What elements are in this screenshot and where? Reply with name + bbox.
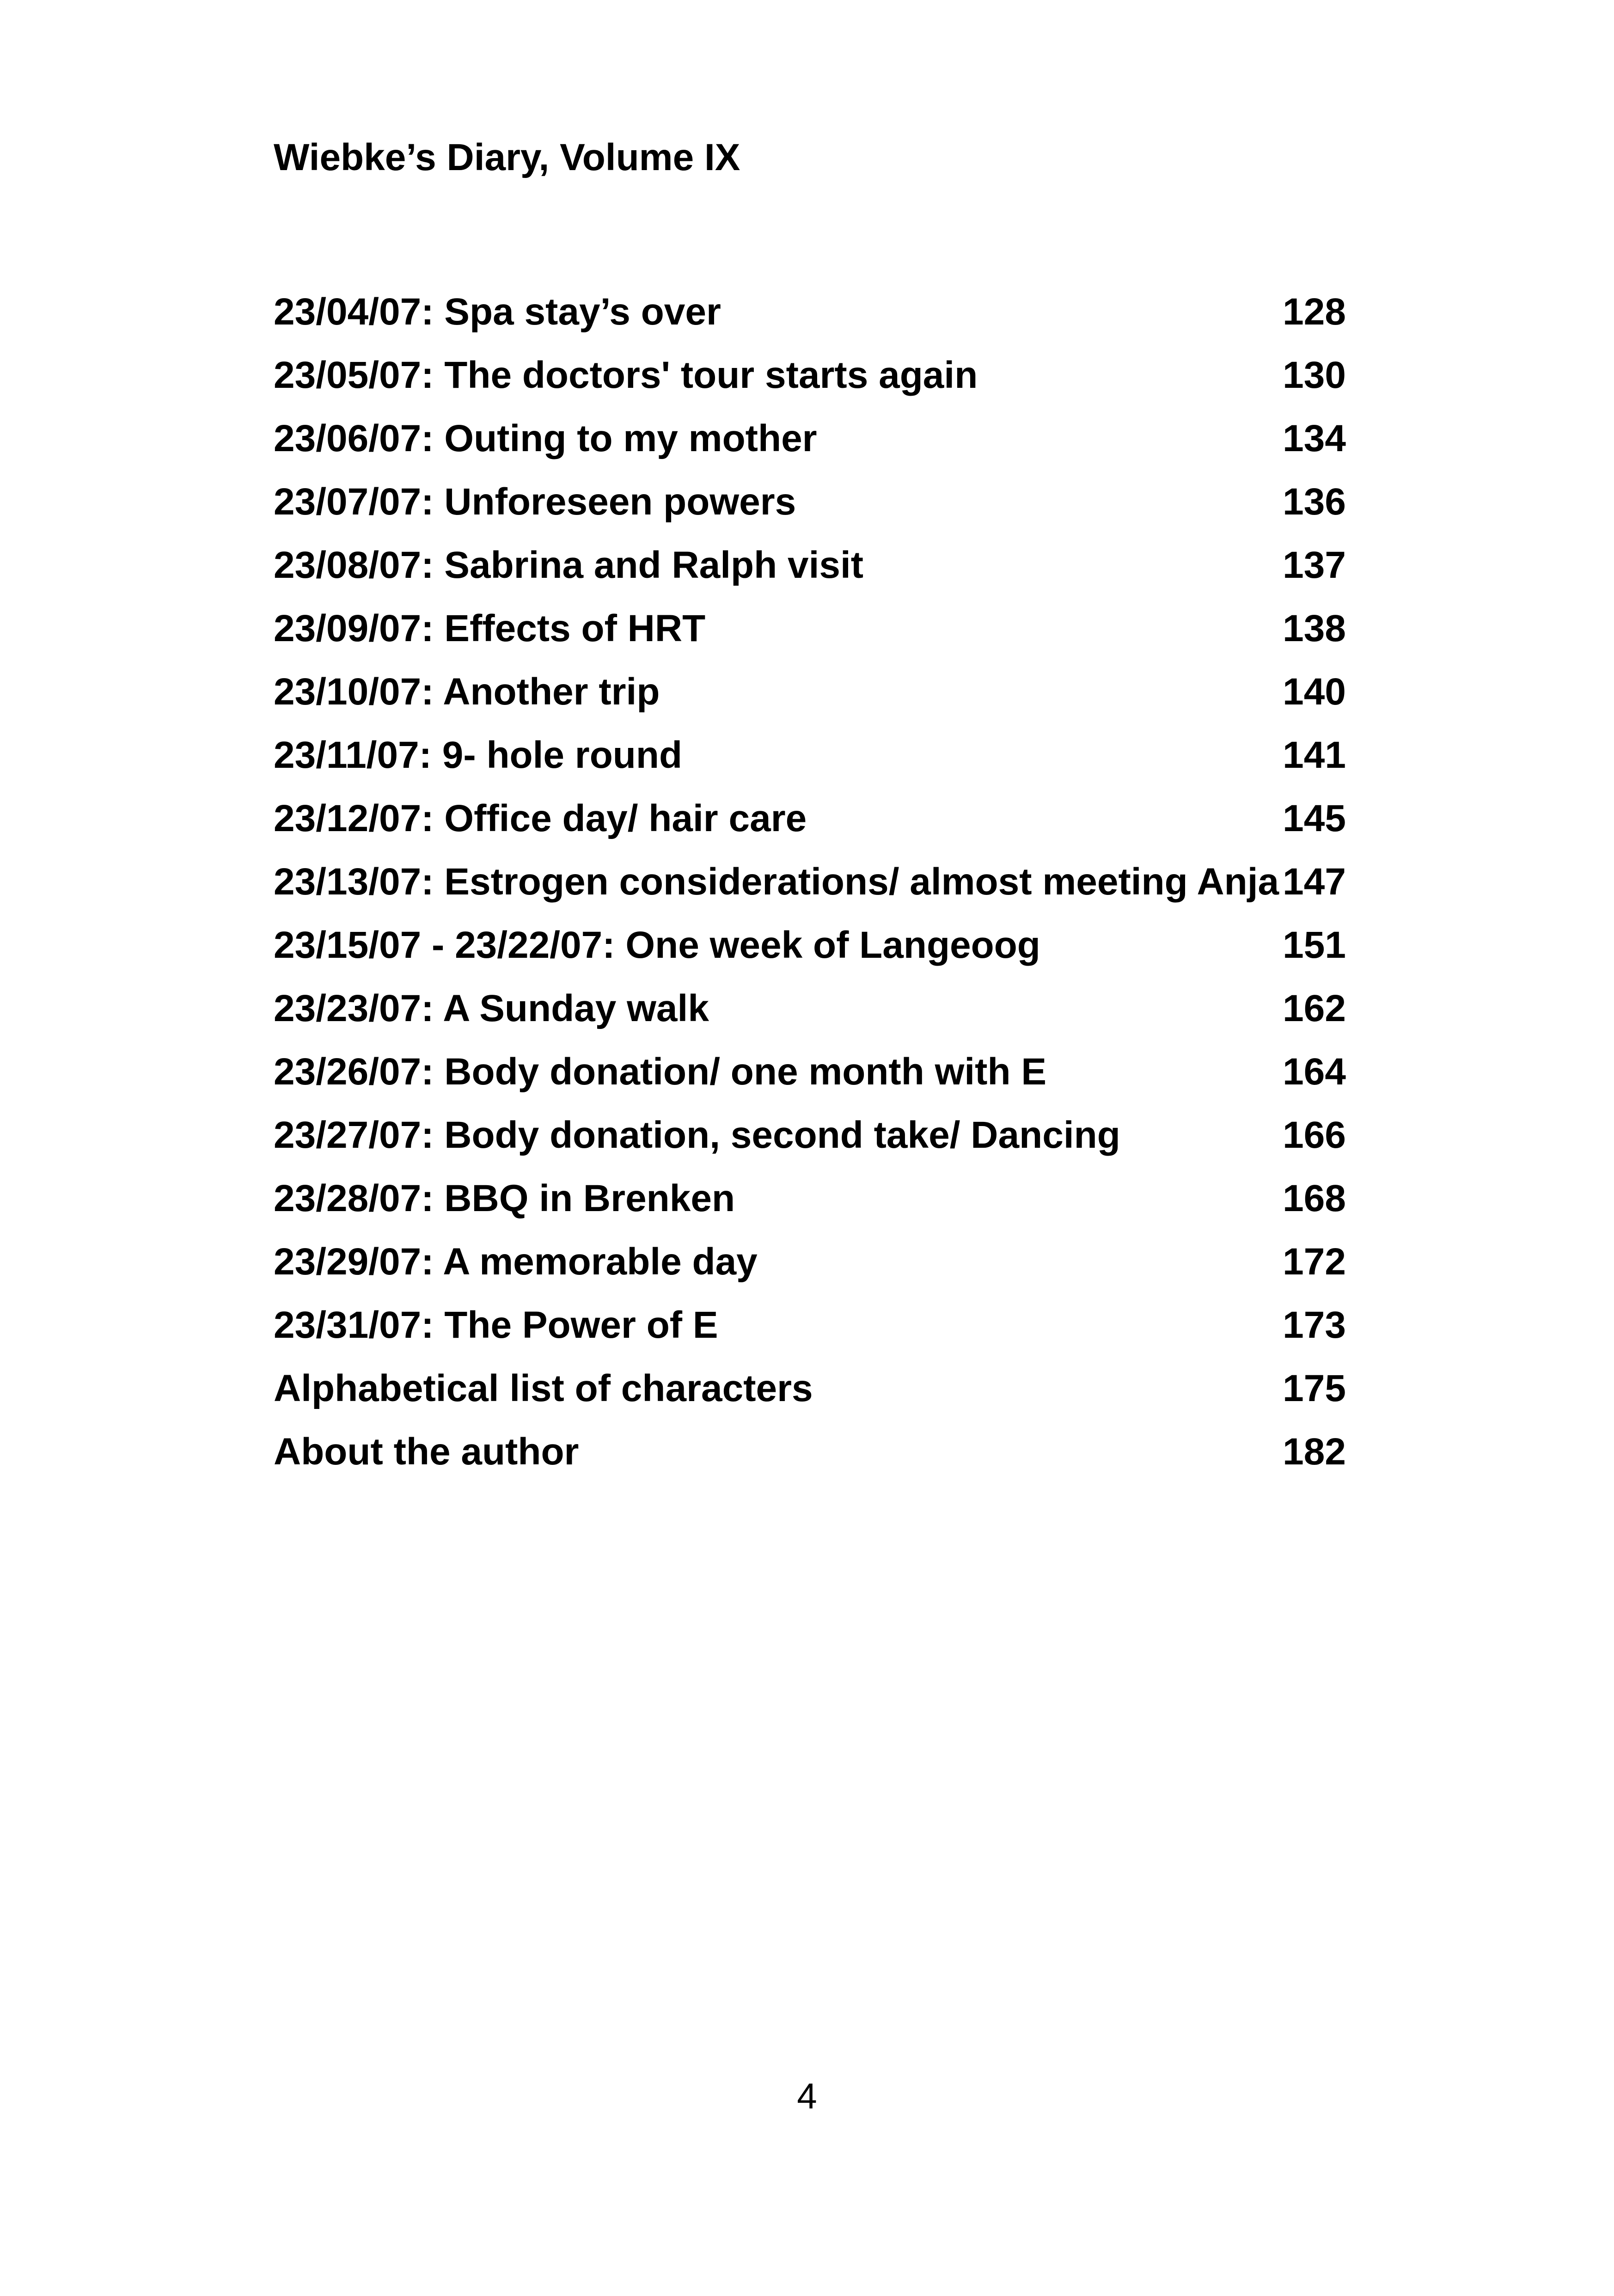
toc-entry-title: 23/11/07: 9- hole round [274,734,683,776]
toc-entry-page: 130 [1283,354,1346,396]
toc-entry[interactable] [274,673,1346,736]
toc-entry[interactable] [274,417,1346,483]
toc-entry[interactable] [274,1433,1346,1496]
toc-entry-title: 23/29/07: A memorable day [274,1241,758,1283]
toc-entry[interactable] [274,607,1346,673]
toc-entry-title: 23/06/07: Outing to my mother [274,417,817,459]
toc-entry-page: 151 [1283,924,1346,966]
toc-entry-page: 162 [1283,987,1346,1029]
toc-entry-page: 138 [1283,607,1346,649]
toc-entry[interactable] [274,546,1346,610]
toc-entry-title: 23/08/07: Sabrina and Ralph visit [274,544,864,586]
toc-entry-page: 145 [1283,797,1346,839]
toc-entry[interactable] [274,1116,1346,1180]
toc-entry-page: 140 [1283,671,1346,713]
toc-entry-title: 23/10/07: Another trip [274,671,660,713]
toc-entry-page: 175 [1283,1367,1346,1409]
table-of-contents [274,293,1346,1496]
toc-entry[interactable] [274,797,1346,863]
toc-entry-title: Alphabetical list of characters [274,1367,813,1409]
toc-entry[interactable] [274,987,1346,1053]
toc-entry[interactable] [274,926,1346,990]
toc-entry-page: 137 [1283,544,1346,586]
toc-entry-title: 23/13/07: Estrogen considerations/ almost meeting Anja [274,861,1279,903]
toc-entry[interactable] [274,736,1346,800]
toc-entry-page: 134 [1283,417,1346,459]
toc-entry[interactable] [274,483,1346,546]
toc-entry-title: 23/23/07: A Sunday walk [274,987,709,1029]
toc-entry-page: 141 [1283,734,1346,776]
toc-entry-page: 168 [1283,1177,1346,1219]
toc-entry-title: 23/04/07: Spa stay’s over [274,291,721,333]
toc-entry-title: 23/05/07: The doctors' tour starts again [274,354,978,396]
toc-entry[interactable] [274,293,1346,356]
toc-entry-title: 23/09/07: Effects of HRT [274,607,706,649]
toc-entry[interactable] [274,356,1346,420]
toc-entry-page: 166 [1283,1114,1346,1156]
toc-entry-title: About the author [274,1431,579,1473]
toc-entry[interactable] [274,863,1346,926]
toc-entry-title: 23/31/07: The Power of E [274,1304,718,1346]
toc-entry-title: 23/07/07: Unforeseen powers [274,481,796,523]
toc-entry-title: 23/15/07 - 23/22/07: One week of Langeoog [274,924,1040,966]
toc-entry-page: 147 [1283,861,1346,903]
toc-entry-page: 128 [1283,291,1346,333]
toc-entry[interactable] [274,1306,1346,1370]
toc-entry-title: 23/26/07: Body donation/ one month with E [274,1051,1047,1093]
toc-entry-page: 182 [1283,1431,1346,1473]
toc-entry[interactable] [274,1243,1346,1306]
toc-entry[interactable] [274,1367,1346,1433]
toc-entry[interactable] [274,1177,1346,1243]
toc-entry-page: 173 [1283,1304,1346,1346]
toc-entry[interactable] [274,1053,1346,1116]
toc-entry-page: 164 [1283,1051,1346,1093]
toc-entry-title: 23/27/07: Body donation, second take/ Dancing [274,1114,1120,1156]
toc-entry-title: 23/28/07: BBQ in Brenken [274,1177,735,1219]
toc-entry-title: 23/12/07: Office day/ hair care [274,797,807,839]
toc-entry-page: 136 [1283,481,1346,523]
page-number: 4 [797,2076,817,2116]
toc-entry-page: 172 [1283,1241,1346,1283]
book-title: Wiebke’s Diary, Volume IX [274,136,740,178]
